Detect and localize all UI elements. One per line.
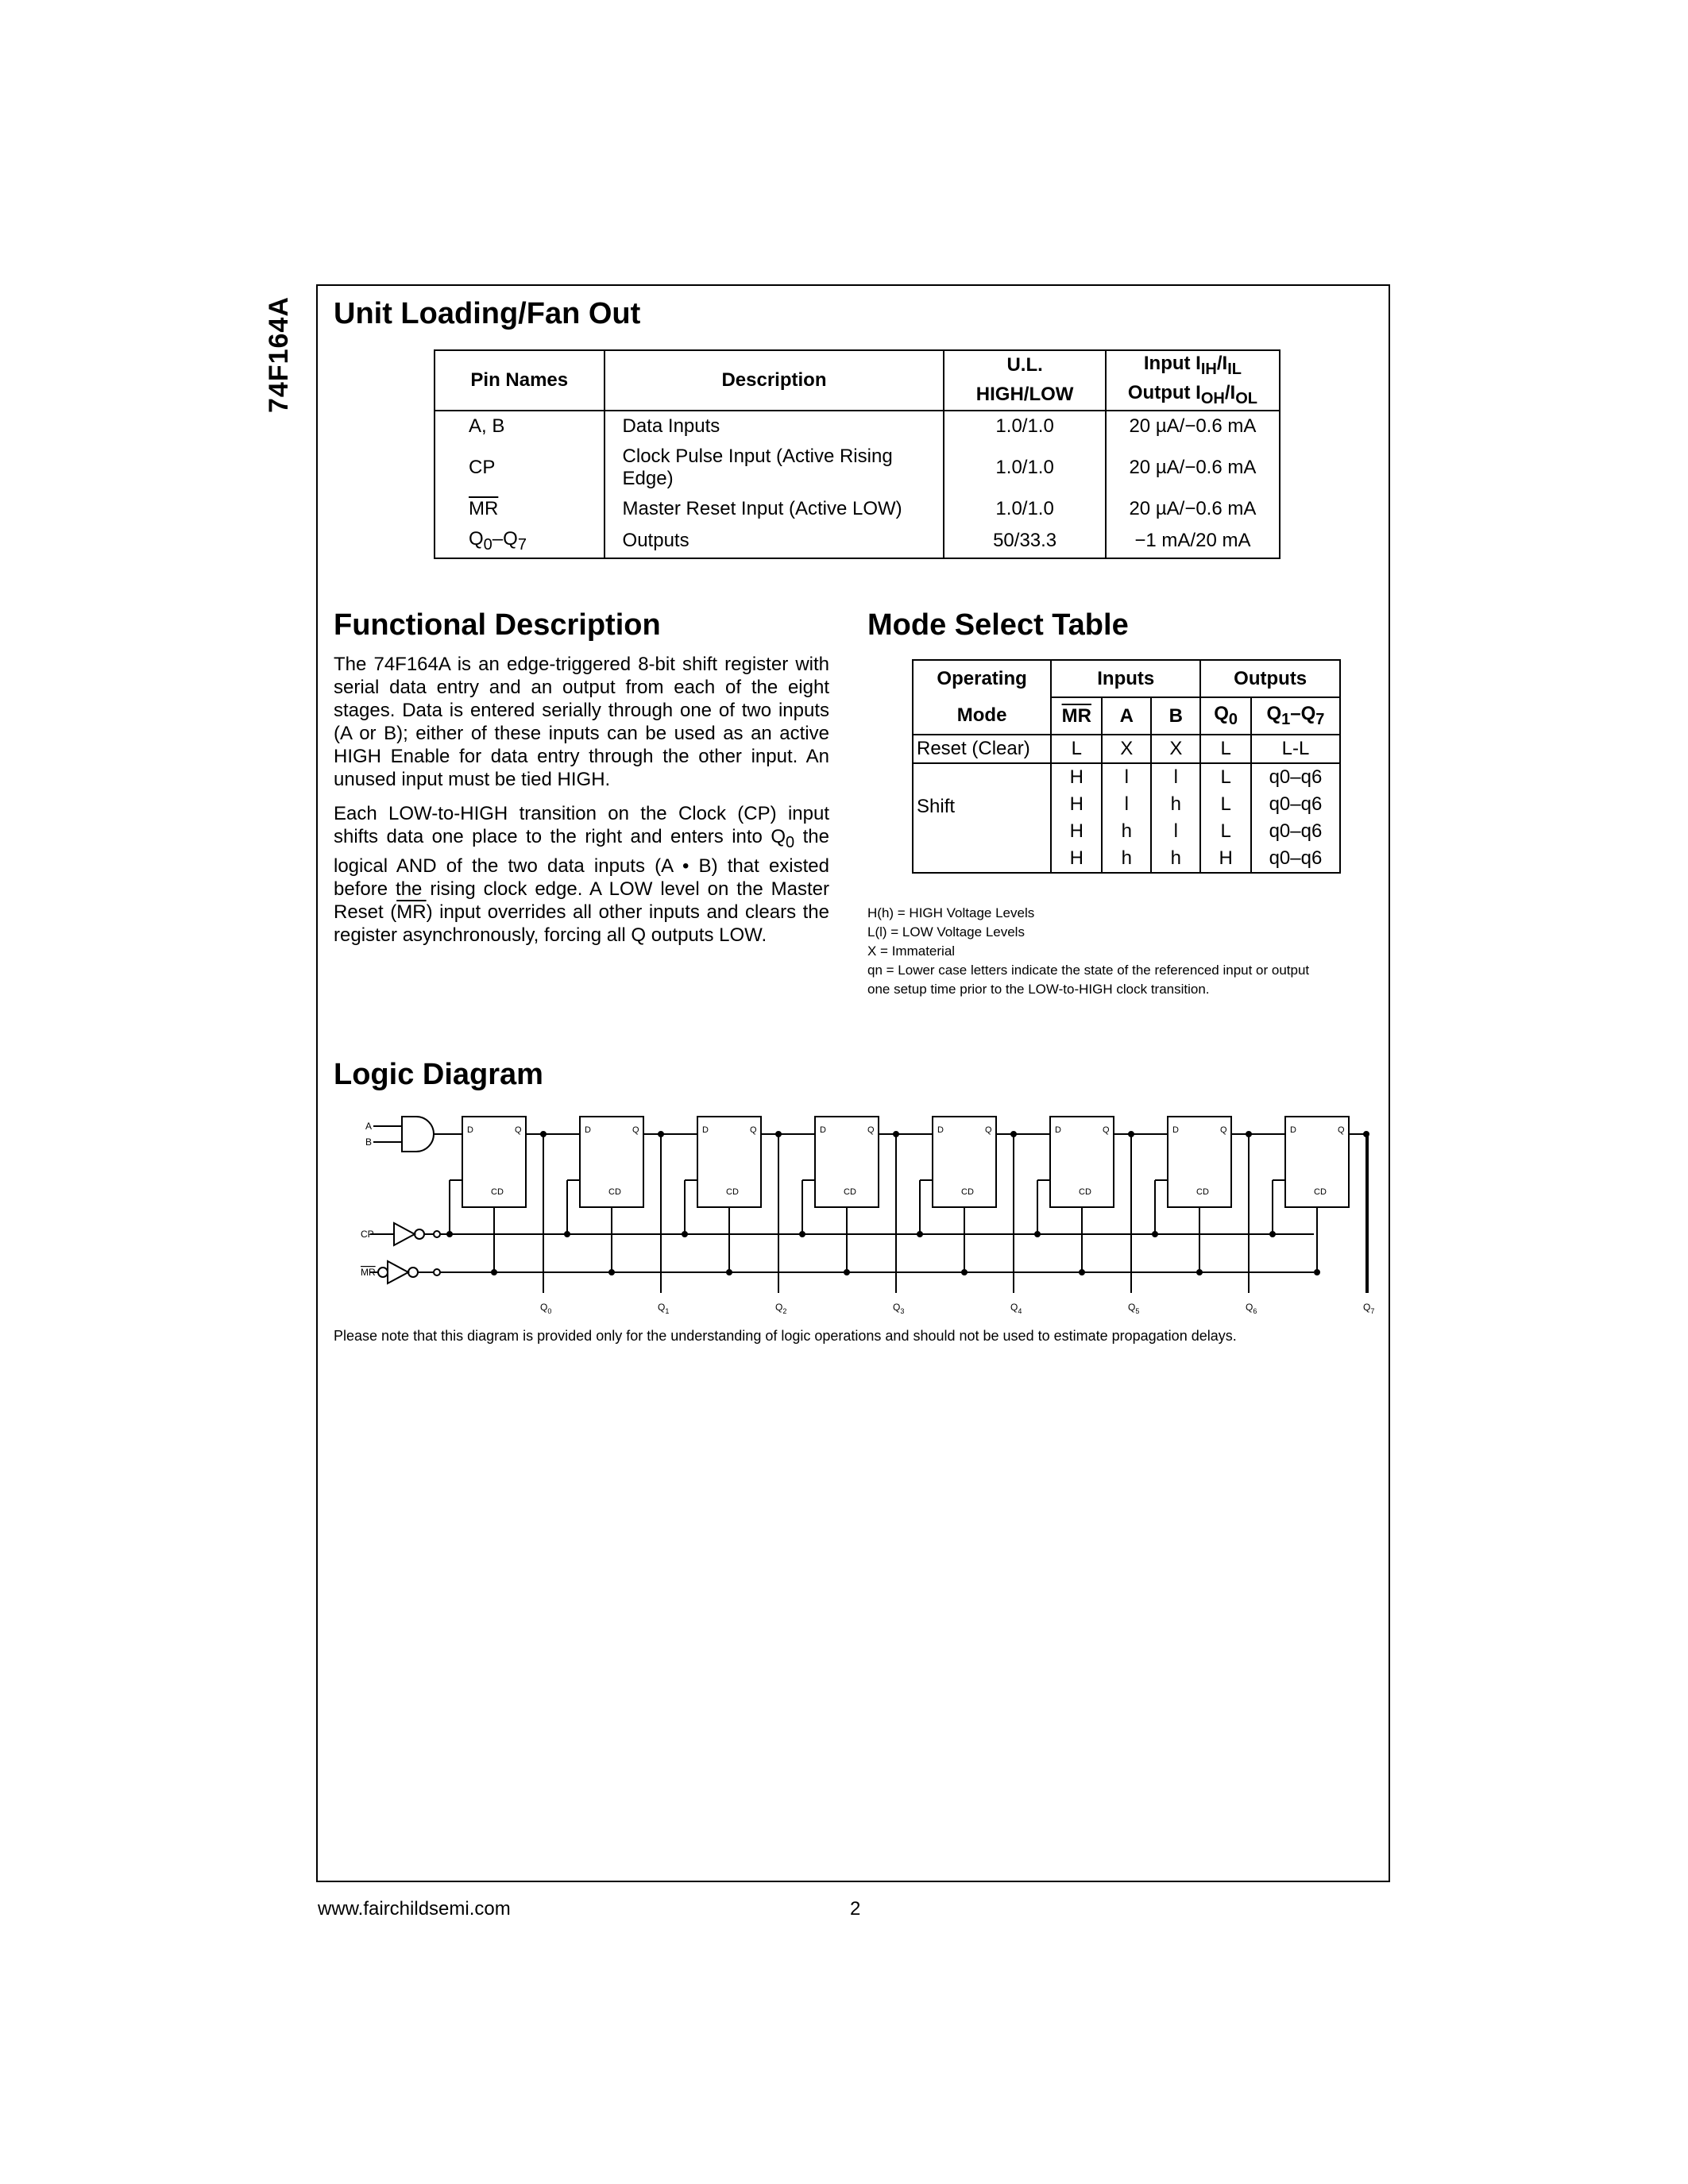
q0-cell: L bbox=[1200, 818, 1251, 845]
io-cell: 20 µA/−0.6 mA bbox=[1106, 494, 1280, 524]
q0-cell: L bbox=[1200, 791, 1251, 818]
table-row bbox=[435, 442, 1280, 494]
note-line: one setup time prior to the LOW-to-HIGH clock transition. bbox=[867, 982, 1210, 997]
a-cell: l bbox=[1102, 763, 1151, 791]
note-line: X = Immaterial bbox=[867, 943, 956, 959]
output-label: $Q_7$ bbox=[1363, 1302, 1375, 1315]
q17-cell: q0–q6 bbox=[1251, 818, 1340, 845]
b-cell: h bbox=[1151, 791, 1200, 818]
functional-description-title: Functional Description bbox=[334, 608, 661, 642]
junction-dot bbox=[492, 1270, 496, 1275]
mode-select-title: Mode Select Table bbox=[867, 608, 1129, 642]
col-description: Description bbox=[605, 350, 944, 411]
a-cell: h bbox=[1102, 845, 1151, 873]
junction-dot bbox=[565, 1232, 570, 1237]
ff-d-label: D bbox=[585, 1125, 591, 1135]
footer-url[interactable]: www.fairchildsemi.com bbox=[318, 1898, 511, 1920]
q0-cell: L bbox=[1200, 735, 1251, 763]
junction-dot bbox=[1315, 1270, 1319, 1275]
ff-cd-label: CD bbox=[608, 1187, 621, 1197]
io-cell: −1 mA/20 mA bbox=[1106, 524, 1280, 559]
ff-d-label: D bbox=[820, 1125, 826, 1135]
ff-d-label: D bbox=[702, 1125, 709, 1135]
diagram-note: Please note that this diagram is provided only for the understanding of logic operations and should not be used to estimate propagation delays. bbox=[334, 1328, 1237, 1344]
output-label: $Q_1$ bbox=[658, 1302, 670, 1315]
table-row bbox=[435, 494, 1280, 524]
description-cell: Master Reset Input (Active LOW) bbox=[605, 494, 944, 524]
mr-cell: H bbox=[1051, 763, 1102, 791]
output-label: $Q_0$ bbox=[540, 1302, 552, 1315]
table-row bbox=[435, 524, 1280, 559]
note-line: qn = Lower case letters indicate the state of the referenced input or output bbox=[867, 963, 1310, 978]
ul-cell: 1.0/1.0 bbox=[944, 411, 1105, 442]
col-q1-q7: $Q_1-Q_7$ bbox=[1251, 697, 1340, 735]
description-cell: Outputs bbox=[605, 524, 944, 559]
ff-cd-label: CD bbox=[844, 1187, 856, 1197]
ff-q-label: Q bbox=[632, 1125, 639, 1135]
io-cell: 20 µA/−0.6 mA bbox=[1106, 442, 1280, 494]
output-label: $Q_4$ bbox=[1010, 1302, 1022, 1315]
junction-dot bbox=[962, 1270, 967, 1275]
unit-loading-table bbox=[434, 349, 1280, 559]
ff-d-label: D bbox=[1290, 1125, 1296, 1135]
ff-cd-label: CD bbox=[961, 1187, 974, 1197]
junction-dot bbox=[682, 1232, 687, 1237]
q0-cell: L bbox=[1200, 763, 1251, 791]
b-cell: X bbox=[1151, 735, 1200, 763]
ul-cell: 1.0/1.0 bbox=[944, 494, 1105, 524]
col-input-current: Input $I_{IH}/I_{IL}$ bbox=[1106, 350, 1280, 380]
col-inputs: Inputs bbox=[1051, 660, 1200, 697]
table-row bbox=[435, 411, 1280, 442]
output-label: $Q_5$ bbox=[1128, 1302, 1140, 1315]
mr-cell: H bbox=[1051, 791, 1102, 818]
unit-loading-title: Unit Loading/Fan Out bbox=[334, 297, 641, 330]
side-part-number: 74F164A bbox=[264, 296, 294, 413]
output-label: $Q_6$ bbox=[1246, 1302, 1257, 1315]
ff-cd-label: CD bbox=[1314, 1187, 1327, 1197]
mode-cell: Reset (Clear) bbox=[913, 735, 1051, 763]
junction-dot bbox=[1197, 1270, 1202, 1275]
pin-cell: $Q_0-Q_7$ bbox=[435, 524, 605, 559]
functional-paragraph-2: Each LOW-to-HIGH transition on the Clock (CP) input shifts data one place to the right and enters into $Q_0$ the logical AND of the two data inputs (A • B) that existed before the rising clock edge. A LOW level on the Master Reset $(\overline{MR})$ input overrides all other inputs and clears the register asynchronously, forcing all Q outputs LOW. bbox=[334, 803, 830, 946]
input-label-cp: CP bbox=[361, 1229, 374, 1240]
ff-d-label: D bbox=[467, 1125, 473, 1135]
flip-flop-chain bbox=[447, 1117, 1374, 1315]
mr-inverter bbox=[370, 1261, 440, 1283]
pin-cell: A, B bbox=[435, 411, 605, 442]
col-pin-names: Pin Names bbox=[435, 350, 605, 411]
junction-dot bbox=[727, 1270, 732, 1275]
q0-cell: H bbox=[1200, 845, 1251, 873]
and-gate bbox=[373, 1117, 462, 1152]
junction-dot bbox=[1270, 1232, 1275, 1237]
functional-paragraph-1: The 74F164A is an edge-triggered 8-bit shift register with serial data entry and an output from each of the eight stages. Data is entered serially through one of two inputs (A or B); either of these inputs can be used as an active HIGH Enable for data entry through the other input. An unused input must be tied HIGH. bbox=[334, 654, 829, 790]
ff-cd-label: CD bbox=[1196, 1187, 1209, 1197]
junction-dot bbox=[1080, 1270, 1084, 1275]
q17-cell: q0–q6 bbox=[1251, 791, 1340, 818]
junction-dot bbox=[609, 1270, 614, 1275]
junction-dot bbox=[447, 1232, 452, 1237]
b-cell: h bbox=[1151, 845, 1200, 873]
junction-dot bbox=[800, 1232, 805, 1237]
col-q0: $Q_0$ bbox=[1200, 697, 1251, 735]
ff-q-label: Q bbox=[867, 1125, 875, 1135]
ul-cell: 1.0/1.0 bbox=[944, 442, 1105, 494]
pin-cell: CP bbox=[435, 442, 605, 494]
table-row bbox=[913, 735, 1340, 763]
a-cell: l bbox=[1102, 791, 1151, 818]
ff-q-label: Q bbox=[1103, 1125, 1110, 1135]
note-line: H(h) = HIGH Voltage Levels bbox=[867, 905, 1035, 920]
ff-d-label: D bbox=[937, 1125, 944, 1135]
ff-d-label: D bbox=[1055, 1125, 1061, 1135]
ul-cell: 50/33.3 bbox=[944, 524, 1105, 559]
ff-q-label: Q bbox=[1338, 1125, 1345, 1135]
col-operating: Operating bbox=[913, 660, 1051, 697]
table-row bbox=[913, 763, 1340, 791]
mr-cell: H bbox=[1051, 845, 1102, 873]
ff-d-label: D bbox=[1172, 1125, 1179, 1135]
b-cell: l bbox=[1151, 763, 1200, 791]
input-label-mr: MR bbox=[361, 1267, 376, 1278]
output-label: $Q_2$ bbox=[775, 1302, 787, 1315]
logic-diagram-title: Logic Diagram bbox=[334, 1058, 543, 1091]
col-mr: $\overline{MR}$ bbox=[1051, 697, 1102, 735]
mode-select-notes bbox=[867, 904, 1392, 999]
junction-dot bbox=[917, 1232, 922, 1237]
ff-q-label: Q bbox=[515, 1125, 522, 1135]
ff-cd-label: CD bbox=[491, 1187, 504, 1197]
description-cell: Data Inputs bbox=[605, 411, 944, 442]
q17-cell: q0–q6 bbox=[1251, 763, 1340, 791]
mode-cell: Shift bbox=[913, 763, 1051, 873]
input-label-b: B bbox=[365, 1136, 373, 1148]
note-line: L(l) = LOW Voltage Levels bbox=[867, 924, 1025, 940]
col-output-current: Output $I_{OH}/I_{OL}$ bbox=[1106, 380, 1280, 411]
page-number: 2 bbox=[850, 1898, 861, 1920]
b-cell: l bbox=[1151, 818, 1200, 845]
ff-q-label: Q bbox=[750, 1125, 757, 1135]
col-mode: Mode bbox=[913, 697, 1051, 735]
output-label: $Q_3$ bbox=[893, 1302, 905, 1315]
ff-q-label: Q bbox=[985, 1125, 992, 1135]
pin-cell: $\overline{MR}$ bbox=[435, 494, 605, 524]
junction-dot bbox=[1035, 1232, 1040, 1237]
cp-inverter bbox=[370, 1223, 440, 1245]
junction-dot bbox=[844, 1270, 849, 1275]
mr-cell: L bbox=[1051, 735, 1102, 763]
ff-cd-label: CD bbox=[1079, 1187, 1091, 1197]
col-b: B bbox=[1151, 697, 1200, 735]
ff-cd-label: CD bbox=[726, 1187, 739, 1197]
ff-q-label: Q bbox=[1220, 1125, 1227, 1135]
col-ul-bottom: HIGH/LOW bbox=[944, 380, 1105, 411]
input-label-a: A bbox=[365, 1121, 373, 1132]
description-cell: Clock Pulse Input (Active Rising Edge) bbox=[605, 442, 944, 494]
a-cell: h bbox=[1102, 818, 1151, 845]
col-outputs: Outputs bbox=[1200, 660, 1340, 697]
col-a: A bbox=[1102, 697, 1151, 735]
io-cell: 20 µA/−0.6 mA bbox=[1106, 411, 1280, 442]
junction-dot bbox=[1153, 1232, 1157, 1237]
mr-cell: H bbox=[1051, 818, 1102, 845]
a-cell: X bbox=[1102, 735, 1151, 763]
col-ul-top: U.L. bbox=[944, 350, 1105, 380]
q17-cell: L-L bbox=[1251, 735, 1340, 763]
logic-diagram bbox=[334, 1112, 1382, 1320]
q17-cell: q0–q6 bbox=[1251, 845, 1340, 873]
mode-select-table bbox=[912, 659, 1341, 874]
